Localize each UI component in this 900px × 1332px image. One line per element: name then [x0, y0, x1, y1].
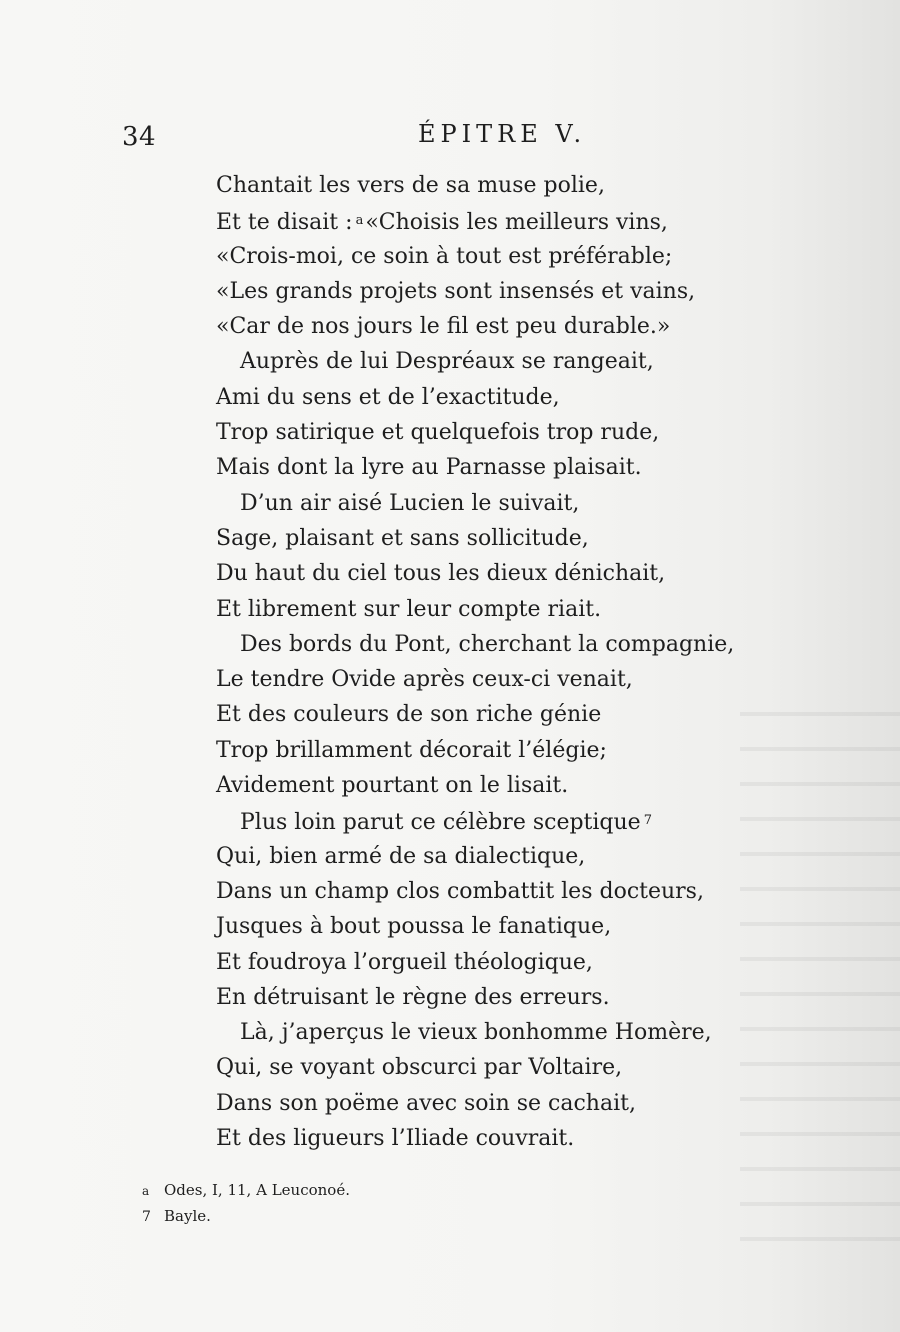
- verse-line: [216, 909, 776, 944]
- verse-line: [216, 592, 776, 627]
- verse-text: Des bords du Pont, cherchant la compagnie,: [240, 631, 735, 657]
- verse-text: «Crois-moi, ce soin à tout est préférable;: [216, 243, 673, 269]
- verse-line: [216, 309, 776, 344]
- poem-text: [216, 168, 776, 1156]
- verse-line: [216, 239, 776, 274]
- show-through-shadow: [740, 690, 900, 1250]
- verse-text: Avidement pourtant on le lisait.: [216, 773, 569, 799]
- footnote-marker: a: [142, 1184, 150, 1198]
- verse-text: Trop brillamment décorait l’élégie;: [216, 737, 607, 763]
- verse-text: Dans un champ clos combattit les docteurs,: [216, 878, 704, 904]
- verse-line: [216, 556, 776, 591]
- verse-line: [216, 344, 776, 379]
- verse-text: «Car de nos jours le fil est peu durable.»: [216, 314, 671, 340]
- verse-line: [216, 1086, 776, 1121]
- verse-text: Et librement sur leur compte riait.: [216, 596, 602, 622]
- footnote-reference[interactable]: 7: [643, 813, 652, 829]
- verse-text: Dans son poëme avec soin se cachait,: [216, 1090, 636, 1116]
- verse-text: Sage, plaisant et sans sollicitude,: [216, 525, 589, 551]
- verse-line: [216, 839, 776, 874]
- verse-line: [216, 697, 776, 732]
- verse-line: [216, 168, 776, 203]
- verse-text: «Les grands projets sont insensés et vains,: [216, 278, 696, 304]
- verse-line: [216, 980, 776, 1015]
- verse-line: [216, 203, 776, 238]
- footnotes: [142, 1177, 350, 1229]
- verse-line: [216, 662, 776, 697]
- verse-text: Trop satirique et quelquefois trop rude,: [216, 420, 660, 446]
- footnote: [142, 1177, 350, 1203]
- verse-text: Et foudroya l’orgueil théologique,: [216, 949, 593, 975]
- verse-text: Et des ligueurs l’Iliade couvrait.: [216, 1126, 575, 1152]
- verse-text: En détruisant le règne des erreurs.: [216, 984, 610, 1010]
- verse-text: D’un air aisé Lucien le suivait,: [240, 490, 580, 516]
- verse-text: Auprès de lui Despréaux se rangeait,: [240, 349, 654, 375]
- footnote-reference[interactable]: a: [355, 213, 364, 229]
- verse-line: [216, 768, 776, 803]
- verse-text: Chantait les vers de sa muse polie,: [216, 173, 605, 198]
- verse-text: Jusques à bout poussa le fanatique,: [216, 914, 612, 940]
- verse-line: [216, 874, 776, 909]
- verse-line: [216, 415, 776, 450]
- footnote: [142, 1203, 350, 1229]
- verse-text: «Choisis les meilleurs vins,: [365, 210, 668, 236]
- verse-text: Plus loin parut ce célèbre sceptique: [240, 810, 641, 836]
- verse-line: [216, 450, 776, 485]
- footnote-marker: 7: [142, 1209, 151, 1225]
- footnote-text: Odes, I, 11, A Leuconoé.: [164, 1181, 350, 1199]
- verse-text: Et te disait :: [216, 210, 353, 236]
- page-number: 34: [122, 122, 157, 152]
- verse-line: [216, 521, 776, 556]
- verse-line: [216, 1121, 776, 1156]
- verse-line: [216, 380, 776, 415]
- verse-line: [216, 1050, 776, 1085]
- verse-text: Là, j’aperçus le vieux bonhomme Homère,: [240, 1020, 712, 1046]
- verse-text: Qui, se voyant obscurci par Voltaire,: [216, 1055, 623, 1081]
- verse-line: [216, 627, 776, 662]
- verse-line: [216, 274, 776, 309]
- verse-line: [216, 803, 776, 838]
- verse-text: Du haut du ciel tous les dieux dénichait,: [216, 561, 666, 587]
- verse-text: Ami du sens et de l’exactitude,: [216, 384, 560, 410]
- verse-text: Le tendre Ovide après ceux-ci venait,: [216, 667, 633, 693]
- running-head: ÉPITRE V.: [418, 120, 587, 148]
- footnote-text: Bayle.: [164, 1207, 211, 1225]
- verse-line: [216, 486, 776, 521]
- verse-line: [216, 945, 776, 980]
- verse-text: Qui, bien armé de sa dialectique,: [216, 843, 586, 869]
- verse-text: Mais dont la lyre au Parnasse plaisait.: [216, 455, 642, 481]
- verse-line: [216, 733, 776, 768]
- verse-line: [216, 1015, 776, 1050]
- verse-text: Et des couleurs de son riche génie: [216, 702, 602, 728]
